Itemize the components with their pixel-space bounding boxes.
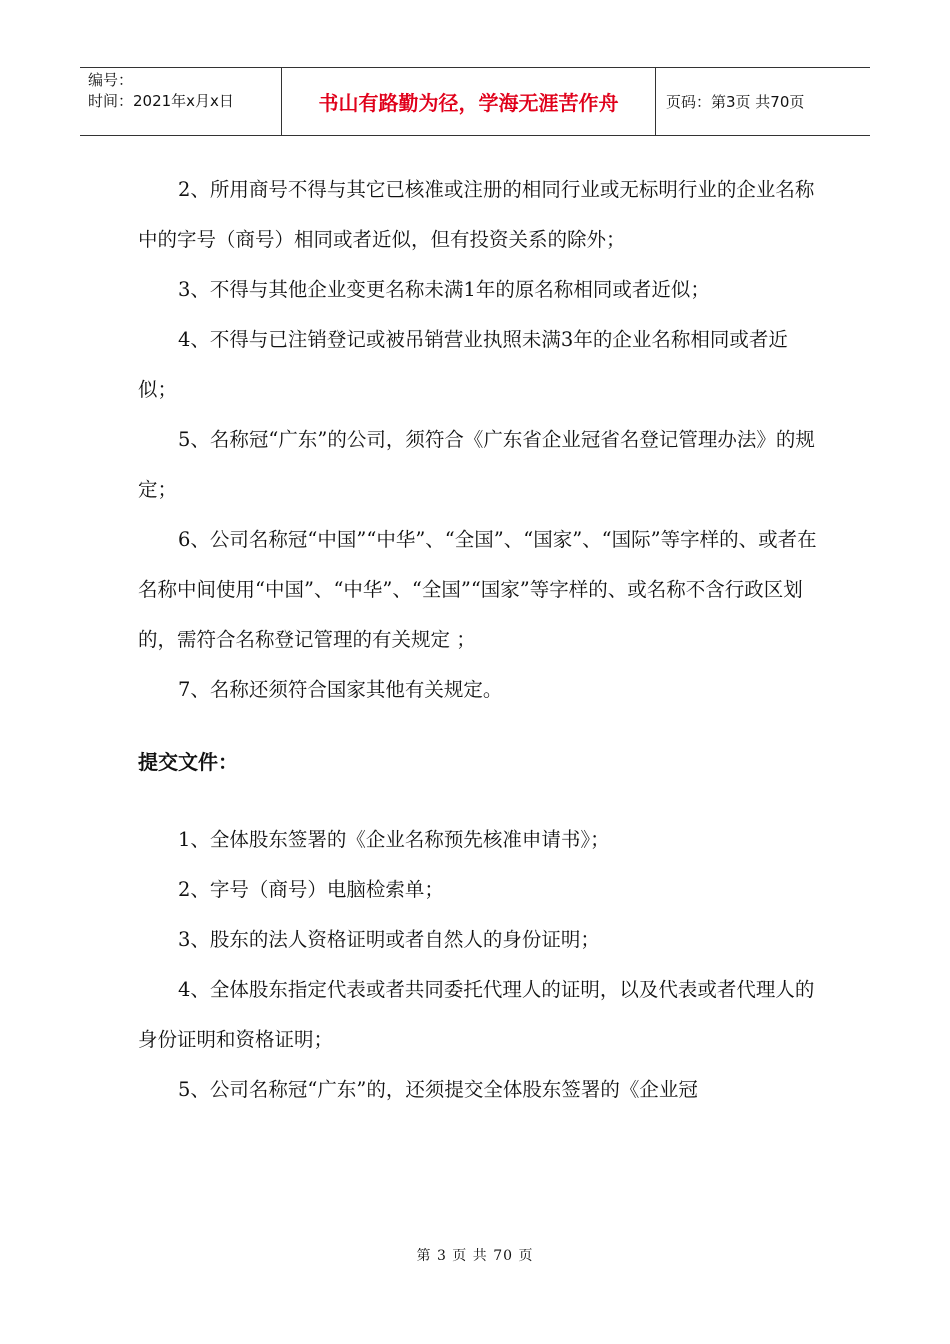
paragraph: 4、全体股东指定代表或者共同委托代理人的证明，以及代表或者代理人的身份证明和资格证明； [138,978,815,1051]
paragraph: 5、公司名称冠“广东”的，还须提交全体股东签署的《企业冠 [178,1078,698,1101]
serial-number-label: 编号： [88,71,134,89]
header-meta [80,68,282,135]
header-page-info [656,68,870,135]
header-motto-cell [282,68,656,135]
page-info-text: 页码：第3页 共70页 [666,93,805,111]
date-label: 时间：2021年x月x日 [88,92,234,110]
paragraph: 3、股东的法人资格证明或者自然人的身份证明； [178,928,600,951]
paragraph: 7、名称还须符合国家其他有关规定。 [178,678,503,701]
paragraph: 5、名称冠“广东”的公司，须符合《广东省企业冠省名登记管理办法》的规定； [138,428,815,501]
page-header [80,67,870,136]
section-title: 提交文件： [138,750,238,774]
document-body [138,165,818,1115]
page-footer: 第 3 页 共 70 页 [416,1248,534,1264]
paragraph: 2、字号（商号）电脑检索单； [178,878,444,901]
paragraph: 2、所用商号不得与其它已核准或注册的相同行业或无标明行业的企业名称中的字号（商号）相同或者近似，但有投资关系的除外； [138,178,815,251]
paragraph: 4、不得与已注销登记或被吊销营业执照未满3年的企业名称相同或者近似； [138,328,788,401]
header-motto: 书山有路勤为径，学海无涯苦作舟 [318,91,619,115]
paragraph: 1、全体股东签署的《企业名称预先核准申请书》； [178,828,610,851]
paragraph: 3、不得与其他企业变更名称未满1年的原名称相同或者近似； [178,278,710,301]
paragraph: 6、公司名称冠“中国”“中华”、“全国”、“国家”、“国际”等字样的、或者在名称中间使用“中国”、“中华”、“全国”“国家”等字样的、或名称不含行政区划的，需符合名称登记管理的有关规定 ； [138,528,817,651]
